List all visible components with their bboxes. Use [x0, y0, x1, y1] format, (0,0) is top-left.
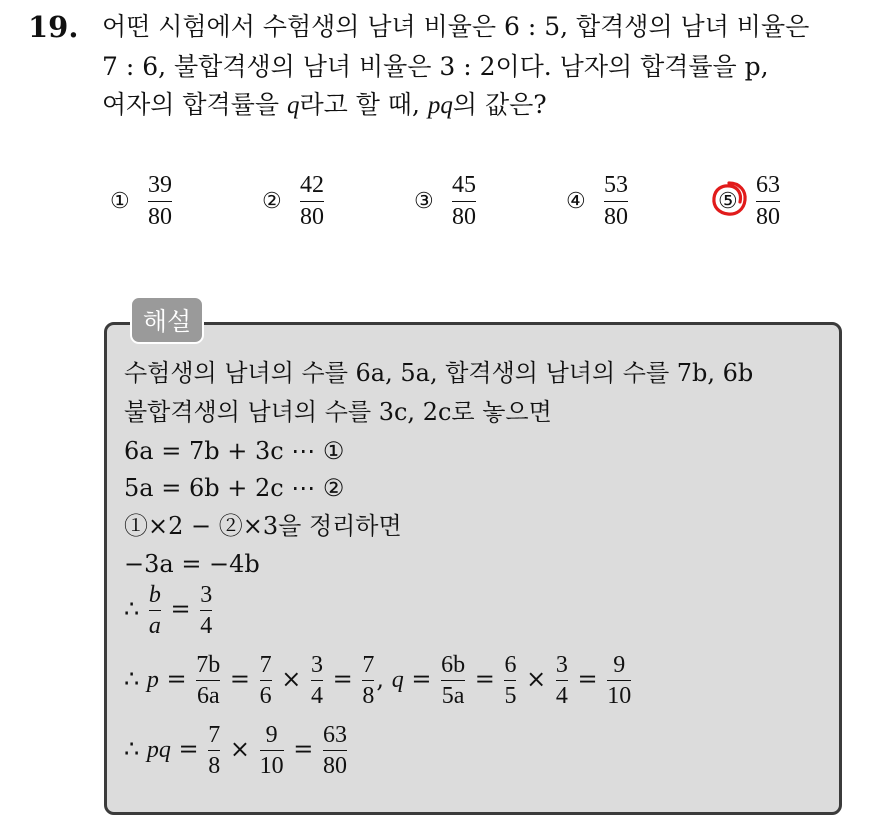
solution-tag: 해설 — [130, 296, 204, 344]
choice-1-fraction: $\frac{39}{80}$ — [148, 171, 172, 230]
choice-2-fraction: $\frac{42}{80}$ — [300, 171, 324, 230]
question-line-1: 어떤 시험에서 수험생의 남녀 비율은 6 : 5, 합격생의 남녀 비율은 — [102, 12, 810, 41]
choice-5[interactable] — [718, 170, 780, 232]
choice-4-marker: ④ — [566, 188, 586, 214]
solution-eq-ratio: ∴ $\frac{b}{a}$ = $\frac{3}{4}$ — [124, 582, 213, 639]
choice-2-marker: ② — [262, 188, 282, 214]
choice-5-fraction: $\frac{63}{80}$ — [756, 171, 780, 230]
solution-line-4: 5a = 6b + 2c ⋯ ② — [124, 474, 345, 502]
q-text-c: 의 값은? — [452, 90, 547, 119]
q-text-b: 라고 할 때, — [299, 90, 428, 119]
solution-line-2: 불합격생의 남녀의 수를 3c, 2c로 놓으면 — [124, 398, 552, 426]
solution-line-3: 6a = 7b + 3c ⋯ ① — [124, 437, 345, 465]
question-line-3 — [102, 88, 547, 123]
solution-line-6: −3a = −4b — [124, 550, 260, 578]
choice-4-fraction: $\frac{53}{80}$ — [604, 171, 628, 230]
solution-line-5: ①×2 − ②×3을 정리하면 — [124, 512, 402, 540]
q-var: q — [286, 92, 300, 119]
choice-3-marker: ③ — [414, 188, 434, 214]
solution-line-1: 수험생의 남녀의 수를 6a, 5a, 합격생의 남녀의 수를 7b, 6b — [124, 359, 754, 387]
choice-2[interactable] — [262, 170, 324, 232]
choice-3[interactable] — [414, 170, 476, 232]
solution-eq-pq: ∴ pq = $\frac{7}{8}$ × $\frac{9}{10}$ = $\frac{63}{80}$ — [124, 722, 348, 779]
solution-eq-p-q: ∴ p = $\frac{7b}{6a}$ = $\frac{7}{6}$ × $\frac{3}{4}$ = $\frac{7}{8}$ , q = $\frac{6b}{5a}$ = $\frac{6}{5}$ × $\frac{3}{4}$ = $\frac{9}{10}$ — [124, 652, 632, 709]
choice-5-marker: ⑤ — [718, 189, 756, 214]
choice-1[interactable] — [110, 170, 172, 232]
q-text-a: 여자의 합격률을 — [102, 90, 287, 119]
choice-1-marker: ① — [110, 188, 130, 214]
question-number: 19. — [28, 10, 79, 44]
choice-4[interactable] — [566, 170, 628, 232]
pq-var: pq — [427, 92, 453, 119]
choice-3-fraction: $\frac{45}{80}$ — [452, 171, 476, 230]
question-line-2: 7 : 6, 불합격생의 남녀 비율은 3 : 2이다. 남자의 합격률을 p, — [102, 52, 769, 81]
